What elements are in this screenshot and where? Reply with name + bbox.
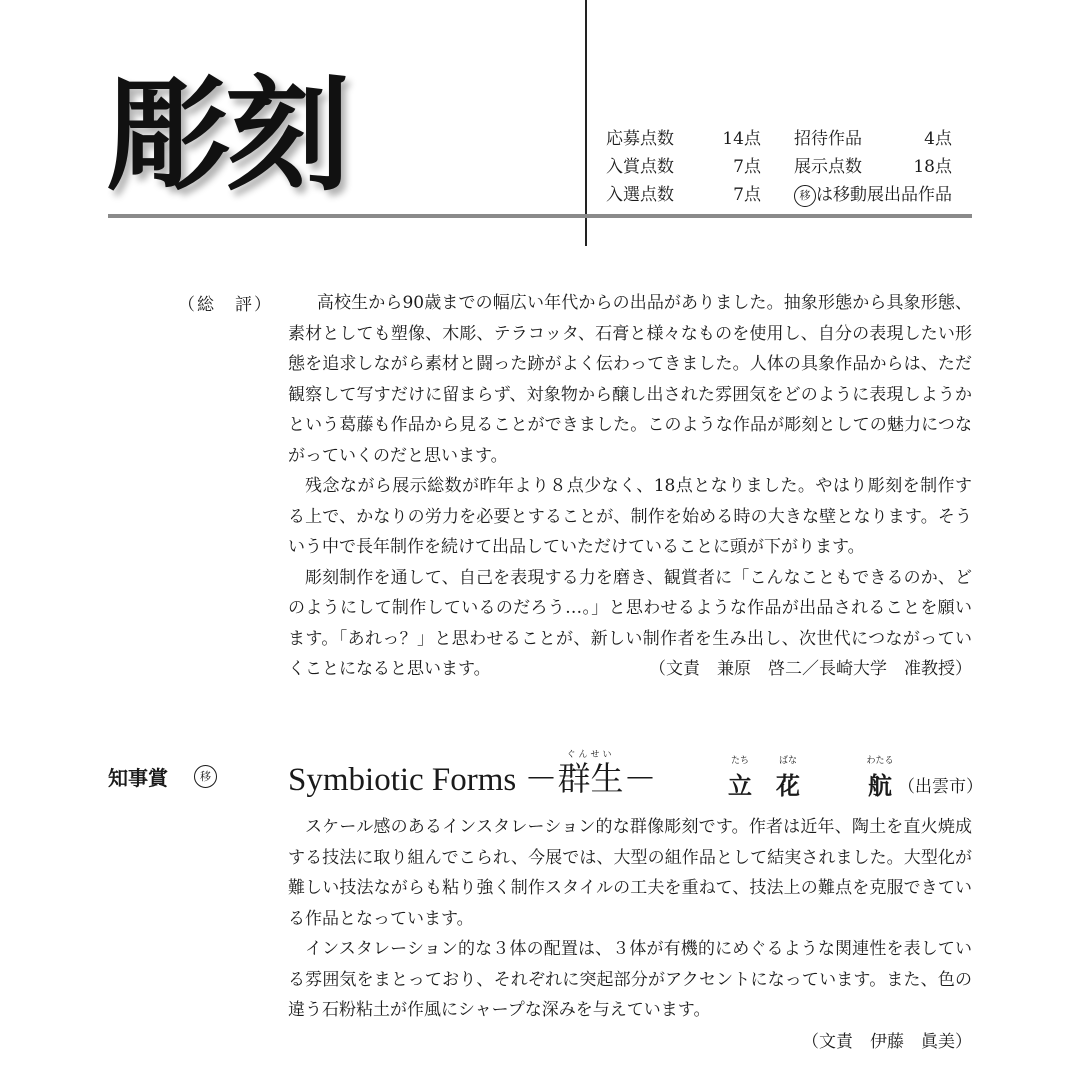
travelling-exhibition-mark-icon: 移	[794, 185, 816, 207]
invited-works-value: 4点	[924, 129, 952, 149]
review-paragraph: 残念ながら展示総数が昨年より８点少なく、18点となりました。やはり彫刻を制作する上で、かなりの労力を必要とすることが、制作を始める時の大きな壁となります。そういう中で長年制作を続けて出品していただけていることに頭が下がります。	[288, 476, 972, 557]
prize-winners-label: 入賞点数	[606, 157, 674, 177]
artist-given-ruby: わたる	[866, 756, 894, 766]
stats-row	[606, 181, 952, 209]
commentary-credit: （文責 伊藤 眞美）	[802, 1032, 972, 1052]
review-paragraph: 高校生から90歳までの幅広い年代からの出品がありました。抽象形態から具象形態、素材としても塑像、木彫、テラコッタ、石膏と様々なものを使用し、自分の表現したい形態を追求しながら素材と闘った跡がよく伝わってきました。人体の具象作品からは、ただ観察して写すだけに留まらず、対象物から醸し出された雰囲気をどのように表現しようかという葛藤も作品から見ることができました。このような作品が彫刻としての魅力につながっていくのだと思います。	[288, 293, 972, 466]
review-label: （総 評）	[178, 295, 273, 315]
work-title-ruby: ぐんせい	[566, 750, 615, 760]
commentary-paragraph: スケール感のあるインスタレーション的な群像彫刻です。作者は近年、陶土を直火焼成する技法に取り組んでこられ、今展では、大型の組作品として結実されました。大型化が難しい技法ながらも粘り強く制作スタイルの工夫を重ねて、技法上の難点を克服できている作品となっています。	[288, 817, 972, 929]
header-vertical-divider	[585, 0, 587, 246]
review-paragraph	[288, 563, 972, 685]
invited-works-label: 招待作品	[794, 129, 862, 149]
artist-given-name	[866, 756, 894, 801]
applications-value: 14点	[722, 129, 761, 149]
artist-surname-1	[728, 756, 752, 801]
work-title-dash-close: －	[623, 762, 657, 798]
travelling-exhibition-mark-icon: 移	[194, 765, 217, 788]
artist-given-text: 航	[868, 771, 892, 800]
artist-city: （出雲市）	[898, 777, 983, 797]
artist-name	[726, 756, 983, 804]
award-heading	[108, 762, 217, 791]
work-title	[288, 750, 657, 802]
selected-works-value: 7点	[733, 185, 761, 205]
entry-stats-table	[606, 125, 952, 209]
review-credit: （文責 兼原 啓二／長崎大学 准教授）	[649, 659, 972, 679]
commentary-paragraph: インスタレーション的な３体の配置は、３体が有機的にめぐるような関連性を表している雰囲気をまとっており、それぞれに突起部分がアクセントになっています。また、色の違う石粉粘土が作風にシャープな深みを与えています。	[288, 939, 972, 1020]
artist-surname-1-text: 立	[728, 771, 752, 800]
stats-row	[606, 153, 952, 181]
artist-surname-1-ruby: たち	[730, 756, 749, 766]
work-commentary	[288, 812, 972, 1026]
exhibited-works-value: 18点	[913, 157, 952, 177]
prize-winners-value: 7点	[733, 157, 761, 177]
review-text	[288, 288, 972, 685]
page-title: 彫刻	[106, 64, 347, 208]
stats-row	[606, 125, 952, 153]
work-title-kanji	[557, 750, 624, 802]
applications-label: 応募点数	[606, 129, 674, 149]
selected-works-label: 入選点数	[606, 185, 674, 205]
artist-surname-2-text: 花	[776, 771, 800, 800]
work-title-kanji-text: 群生	[557, 762, 624, 798]
work-title-latin: Symbiotic Forms	[288, 762, 525, 798]
travelling-exhibition-note-text: は移動展出品作品	[816, 185, 952, 205]
header-rule	[108, 214, 972, 218]
review-paragraph-text: 彫刻制作を通して、自己を表現する力を磨き、観賞者に「こんなこともできるのか、どのようにして制作しているのだろう…。」と思わせるような作品が出品されることを願います。「あれっ？」と思わせることが、新しい制作者を生み出し、次世代につながっていくことになると思います。	[288, 567, 972, 679]
work-title-dash-open: －	[524, 762, 558, 798]
exhibited-works-label: 展示点数	[794, 157, 862, 177]
artist-surname-2	[776, 756, 800, 801]
artist-surname-2-ruby: ばな	[778, 756, 797, 766]
travelling-exhibition-note	[794, 181, 952, 209]
award-name: 知事賞	[108, 766, 168, 790]
